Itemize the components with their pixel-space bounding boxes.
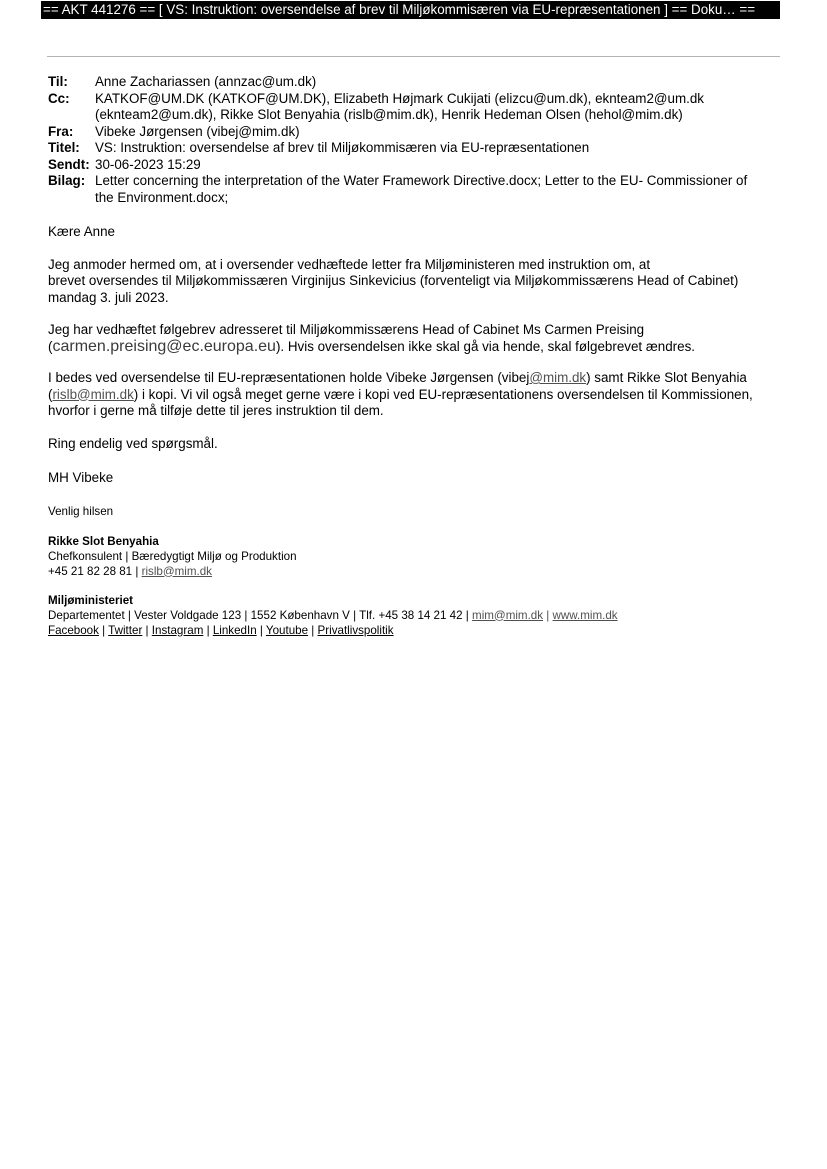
twitter-link[interactable]: Twitter [108,623,143,637]
greeting: Kære Anne [48,224,115,239]
from-row [48,124,778,141]
from-value: Vibeke Jørgensen (vibej@mim.dk) [95,123,300,139]
document-banner: == AKT 441276 == [ VS: Instruktion: oversendelse af brev til Miljøkommisæren via EU-repræsentationen ] == Doku… == [41,1,780,19]
title-label: Titel: [48,140,80,155]
copy-request-text-c: ( [48,386,53,402]
email-body [48,224,776,638]
from-label: Fra: [48,123,74,139]
social-sep: | [98,623,109,637]
email-headers [48,74,778,206]
signature-phone: +45 21 82 28 81 | [48,564,142,578]
privacy-policy-link[interactable]: Privatlivspolitik [317,623,394,637]
instagram-link[interactable]: Instagram [151,623,204,637]
paragraph-cover-letter-rest: ). Hvis oversendelsen ikke skal gå via hende, skal følgebrevet ændres. [275,338,695,354]
facebook-link[interactable]: Facebook [48,623,99,637]
linkedin-link[interactable]: LinkedIn [212,623,257,637]
copy-request-text-b: ) samt Rikke Slot Benyahia [586,370,747,385]
to-value: Anne Zachariassen (annzac@um.dk) [95,74,317,89]
org-email-link[interactable]: mim@mim.dk [472,608,544,622]
paragraph-cover-letter [48,322,776,355]
header-divider [47,56,780,57]
cc-value-line-2: (eknteam2@um.dk), Rikke Slot Benyahia (rislb@mim.dk), Henrik Hedeman Olsen (hehol@mim.dk) [95,107,683,122]
attachments-row [48,173,778,206]
paren-open: ( [48,338,53,354]
social-sep: | [308,623,318,637]
title-row [48,140,778,157]
signature-contact [48,564,776,579]
to-label: Til: [48,74,68,89]
website-link[interactable]: www.mim.dk [552,608,618,622]
regards: Venlig hilsen [48,504,114,518]
paragraph-copy-request [48,370,776,420]
social-sep: | [203,623,213,637]
title-value: VS: Instruktion: oversendelse af brev til Miljøkommisæren via EU-repræsentationen [95,140,590,155]
closing-line: MH Vibeke [48,470,114,485]
to-row [48,74,778,91]
pipe-separator: | [543,608,553,622]
copy-request-line-3: hvorfor i gerne må tilføje dette til jeres instruktion til dem. [48,403,384,418]
copy-request-text-d: ) i kopi. Vi vil også meget gerne være i kopi ved EU-repræsentationens oversendelsen til Kommissionen, [133,386,753,402]
vibej-email-link[interactable]: @mim.dk [529,370,587,385]
org-address [48,608,776,623]
signature-name-text: Rikke Slot Benyahia [48,534,159,548]
org-name-text: Miljøministeriet [48,593,134,607]
social-sep: | [256,623,266,637]
attachments-line-2: the Environment.docx; [95,189,229,205]
rislb-email-link[interactable]: rislb@mim.dk [52,386,134,402]
attachments-value [95,173,778,206]
signature-name [48,534,776,549]
cc-value-line-1: KATKOF@UM.DK (KATKOF@UM.DK), Elizabeth Højmark Cukijati (elizcu@um.dk), eknteam2@um.dk [95,90,704,106]
paragraph-request [48,257,776,307]
signature-email-link[interactable]: rislb@mim.dk [141,564,212,578]
org-name [48,593,776,608]
org-address-text: Departementet | Vester Voldgade 123 | 1552 København V | Tlf. +45 38 14 21 42 | [48,608,473,622]
carmen-email-link[interactable]: carmen.preising@ec.europa.eu [52,337,276,355]
signature-person [48,534,776,579]
signature-role: Chefkonsulent | Bæredygtigt Miljø og Produktion [48,549,297,563]
call-me-line: Ring endelig ved spørgsmål. [48,435,218,451]
paragraph-request-line-3: mandag 3. juli 2023. [48,289,169,305]
social-links [48,623,776,638]
copy-request-text-a: I bedes ved oversendelse til EU-repræsentationen holde Vibeke Jørgensen (vibej [48,370,530,385]
youtube-link[interactable]: Youtube [265,623,309,637]
sent-row [48,157,778,174]
sent-label: Sendt: [48,156,90,172]
paragraph-request-line-1: Jeg anmoder hermed om, at i oversender vedhæftede letter fra Miljøministeren med instruktion om, at [48,256,651,272]
cc-value [95,91,778,124]
social-sep: | [142,623,152,637]
cc-row [48,91,778,124]
paragraph-cover-letter-line-1: Jeg har vedhæftet følgebrev adresseret til Miljøkommissærens Head of Cabinet Ms Carmen Preising [48,322,645,337]
attachments-line-1: Letter concerning the interpretation of the Water Framework Directive.docx; Letter to the EU- Commissioner of [95,173,748,188]
attachments-label: Bilag: [48,173,86,188]
paragraph-request-line-2: brevet oversendes til Miljøkommissæren Virginijus Sinkevicius (forventeligt via Miljøkommissærens Head of Cabinet) [48,273,739,288]
sent-value: 30-06-2023 15:29 [95,156,201,172]
cc-label: Cc: [48,90,70,106]
signature-org [48,593,776,638]
